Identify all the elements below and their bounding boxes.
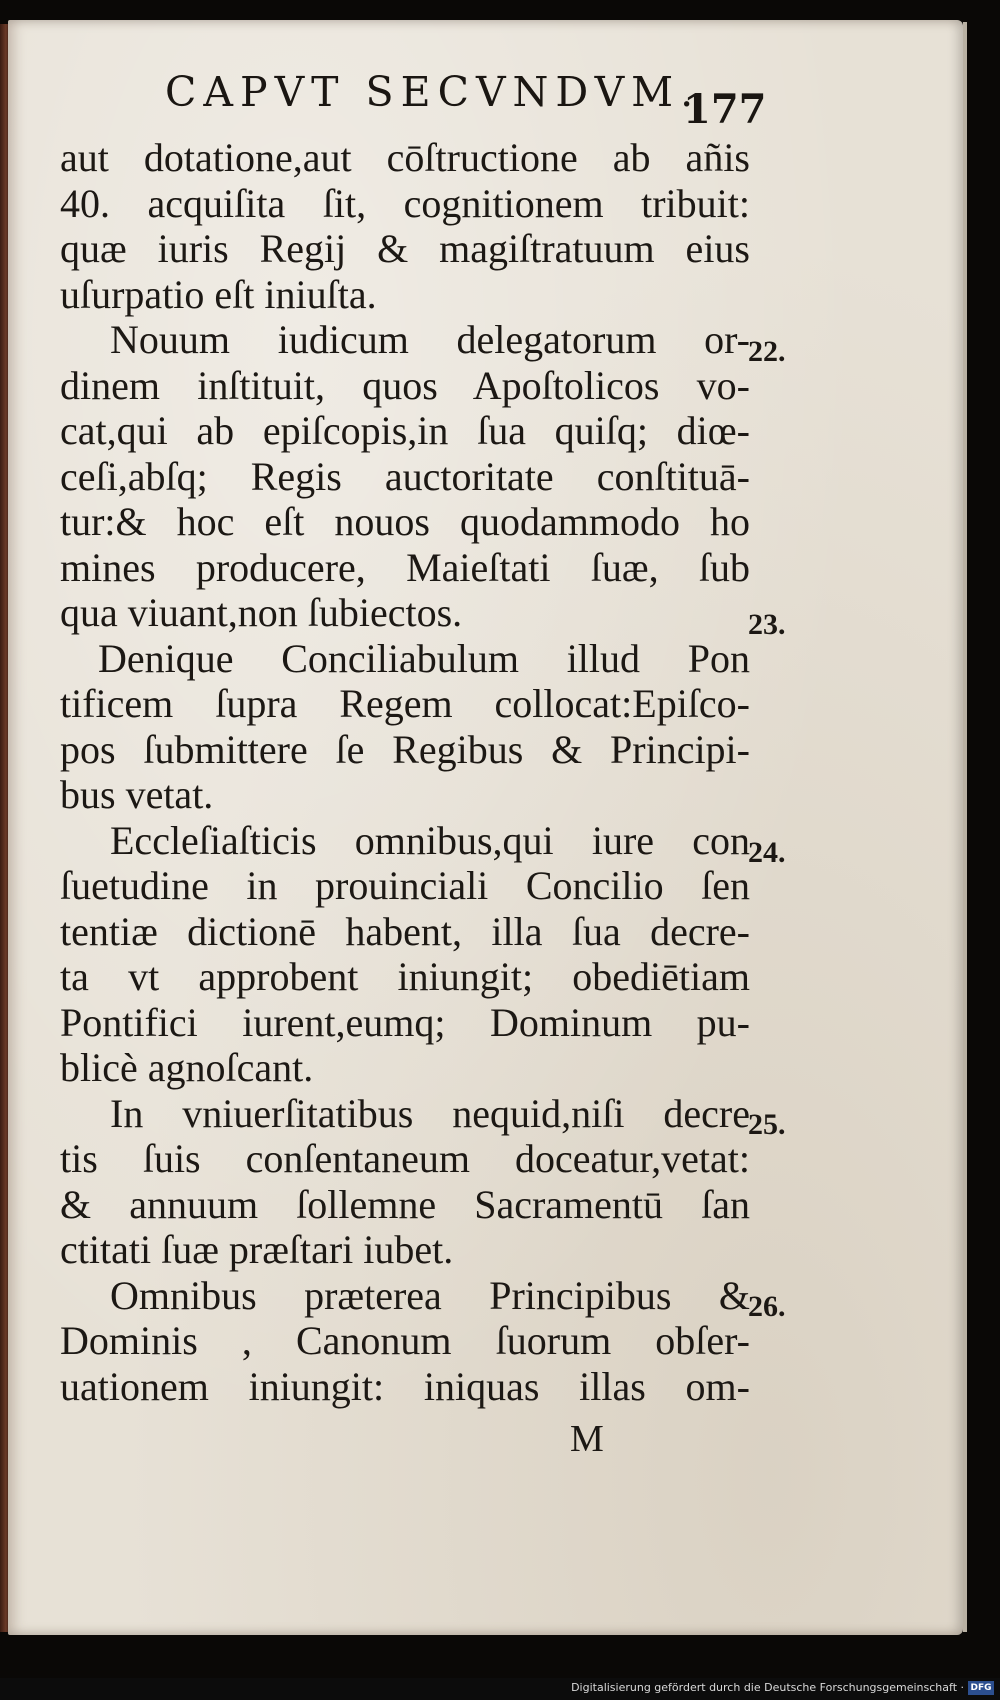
text-line: Dominis , Canonum ſuorum obſer- — [60, 1318, 750, 1363]
text-line: qua viuant,non ſubiectos. — [60, 590, 463, 635]
text-line: ctitati ſuæ præſtari iubet. — [60, 1227, 454, 1272]
text-line: ceſi,abſq; Regis auctoritate conſtituā- — [60, 453, 750, 499]
text-line: In vniuerſitatibus nequid,niſi decre — [110, 1090, 750, 1136]
text-body — [60, 135, 750, 1409]
text-line: ta vt approbent iniungit; obediētiam — [60, 954, 750, 999]
text-line: & annuum ſollemne Sacramentū ſan — [60, 1181, 750, 1227]
dfg-logo-icon: DFG — [968, 1681, 994, 1695]
text-line: mines producere, Maieſtati ſuæ, ſub — [60, 544, 750, 590]
running-head: CAPVT SECVNDVM. — [165, 68, 701, 116]
page-edge — [963, 22, 967, 1632]
text-line: pos ſubmittere ſe Regibus & Principi- — [60, 726, 750, 772]
text-line: aut dotatione,aut cōſtructione ab añis — [60, 135, 750, 180]
text-line: tentiæ dictionē habent, illa ſua decre- — [60, 908, 750, 954]
text-line: dinem inſtituit, quos Apoſtolicos vo- — [60, 362, 750, 408]
margin-note: 22. — [748, 335, 786, 368]
text-line: Eccleſiaſticis omnibus,qui iure con — [110, 817, 750, 863]
text-line: tis ſuis conſentaneum doceatur,vetat: — [60, 1136, 750, 1181]
margin-note: 26. — [748, 1290, 786, 1323]
text-line: Omnibus præterea Principibus & — [110, 1272, 750, 1318]
text-line: ſuetudine in prouinciali Concilio ſen — [60, 863, 750, 908]
text-line: uationem iniungit: iniquas illas om- — [60, 1363, 750, 1409]
catchword: M — [570, 1418, 604, 1460]
text-line: tificem ſupra Regem collocat:Epiſco- — [60, 681, 750, 726]
text-line: uſurpatio eſt iniuſta. — [60, 271, 377, 317]
text-line: blicè agnoſcant. — [60, 1045, 314, 1090]
page-number: 177 — [683, 86, 767, 133]
text-line: Denique Conciliabulum illud Pon — [98, 635, 750, 681]
margin-note: 24. — [748, 836, 786, 869]
text-line: bus vetat. — [60, 772, 214, 817]
text-line: cat,qui ab epiſcopis,in ſua quiſq; diœ- — [60, 408, 750, 453]
margin-note: 25. — [748, 1108, 786, 1141]
text-line: Nouum iudicum delegatorum or- — [110, 317, 750, 362]
text-line: quæ iuris Regij & magiſtratuum eius — [60, 226, 750, 271]
margin-note: 23. — [748, 608, 786, 641]
funding-credit: Digitalisierung gefördert durch die Deutsche Forschungsgemeinschaft · — [571, 1681, 964, 1694]
text-line: Pontifici iurent,eumq; Dominum pu- — [60, 999, 750, 1045]
text-line: 40. acquiſita ſit, cognitionem tribuit: — [60, 180, 750, 226]
text-line: tur:& hoc eſt nouos quodammodo ho — [60, 499, 750, 544]
